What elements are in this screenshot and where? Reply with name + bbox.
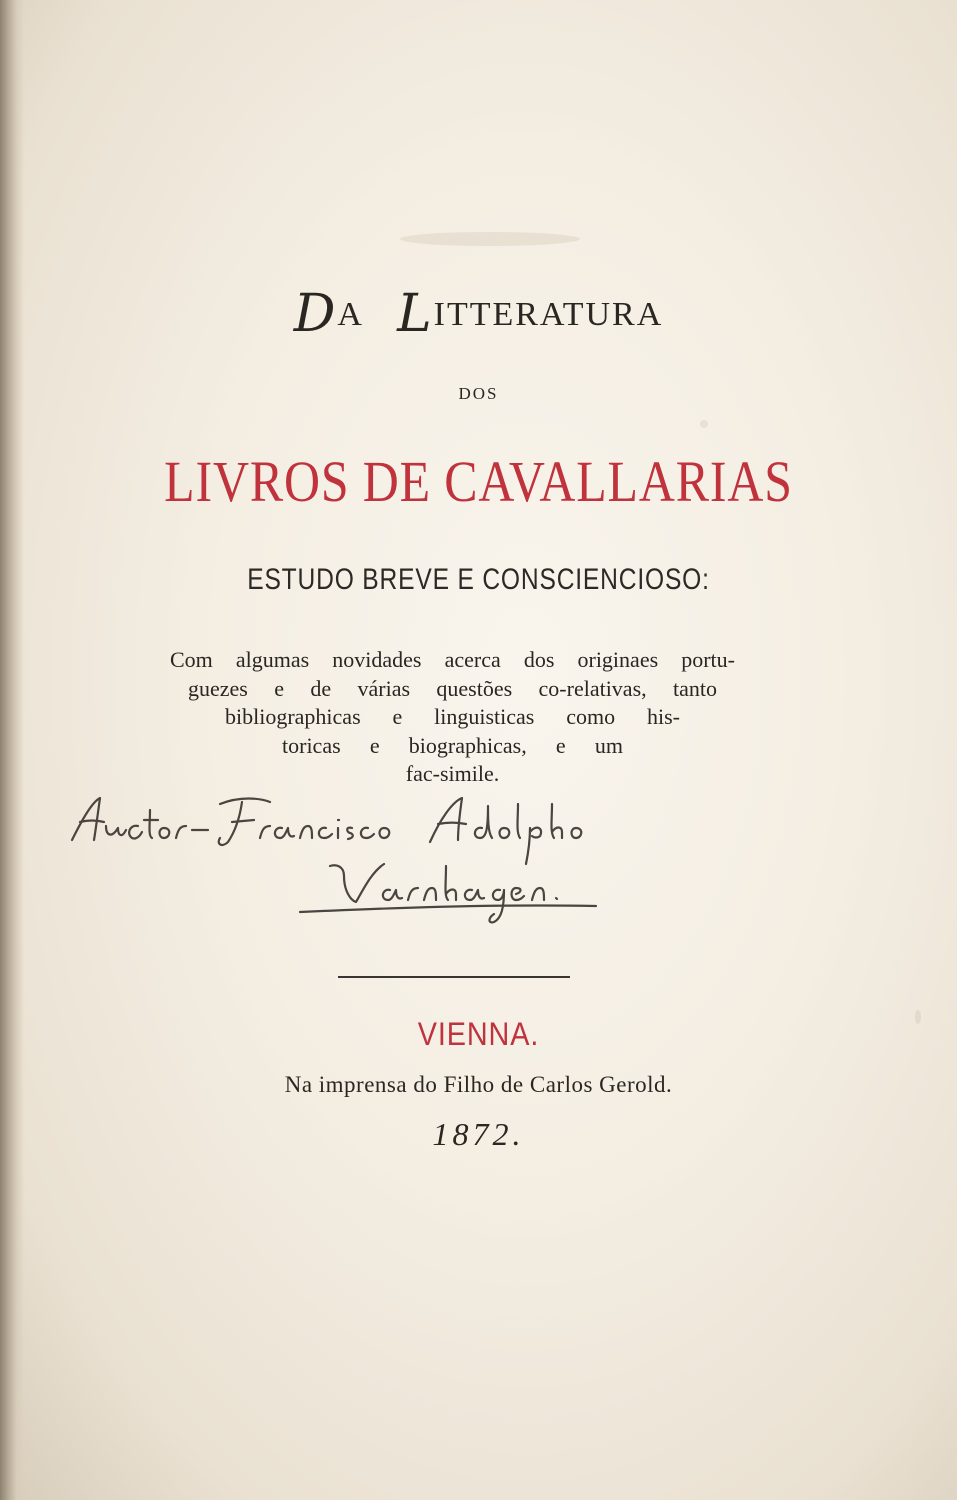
description-line: toricas e biographicas, e um xyxy=(282,732,623,758)
title-line-1 xyxy=(0,284,957,344)
title-word-1-rest: A xyxy=(337,296,363,333)
foxing-spot xyxy=(400,232,580,246)
description-block xyxy=(170,646,735,789)
title-line-2: DOS xyxy=(458,384,499,403)
printer-imprint: Na imprensa do Filho de Carlos Gerold. xyxy=(284,1072,673,1097)
description-line: fac-simile. xyxy=(405,761,500,786)
foxing-spot xyxy=(700,420,708,428)
handwritten-inscription xyxy=(60,780,700,930)
subtitle: ESTUDO BREVE E CONSCIENCIOSO: xyxy=(247,563,710,596)
title-initial-l: L xyxy=(397,284,434,344)
foxing-spot xyxy=(915,1010,921,1024)
description-line: bibliographicas e linguisticas como his- xyxy=(225,704,680,729)
description-line: guezes e de várias questões co-relativas, tanto xyxy=(188,675,717,701)
description-line: Com algumas novidades acerca dos originaes portu- xyxy=(170,647,735,672)
title-word-2-rest: ITTERATURA xyxy=(433,296,664,333)
title-initial-d: D xyxy=(293,284,338,344)
divider-rule xyxy=(338,976,570,978)
book-spine-edge xyxy=(0,0,24,1500)
main-title: LIVROS DE CAVALLARIAS xyxy=(164,449,793,514)
place-of-publication: VIENNA. xyxy=(417,1016,540,1052)
publication-year: 1872. xyxy=(432,1116,525,1152)
